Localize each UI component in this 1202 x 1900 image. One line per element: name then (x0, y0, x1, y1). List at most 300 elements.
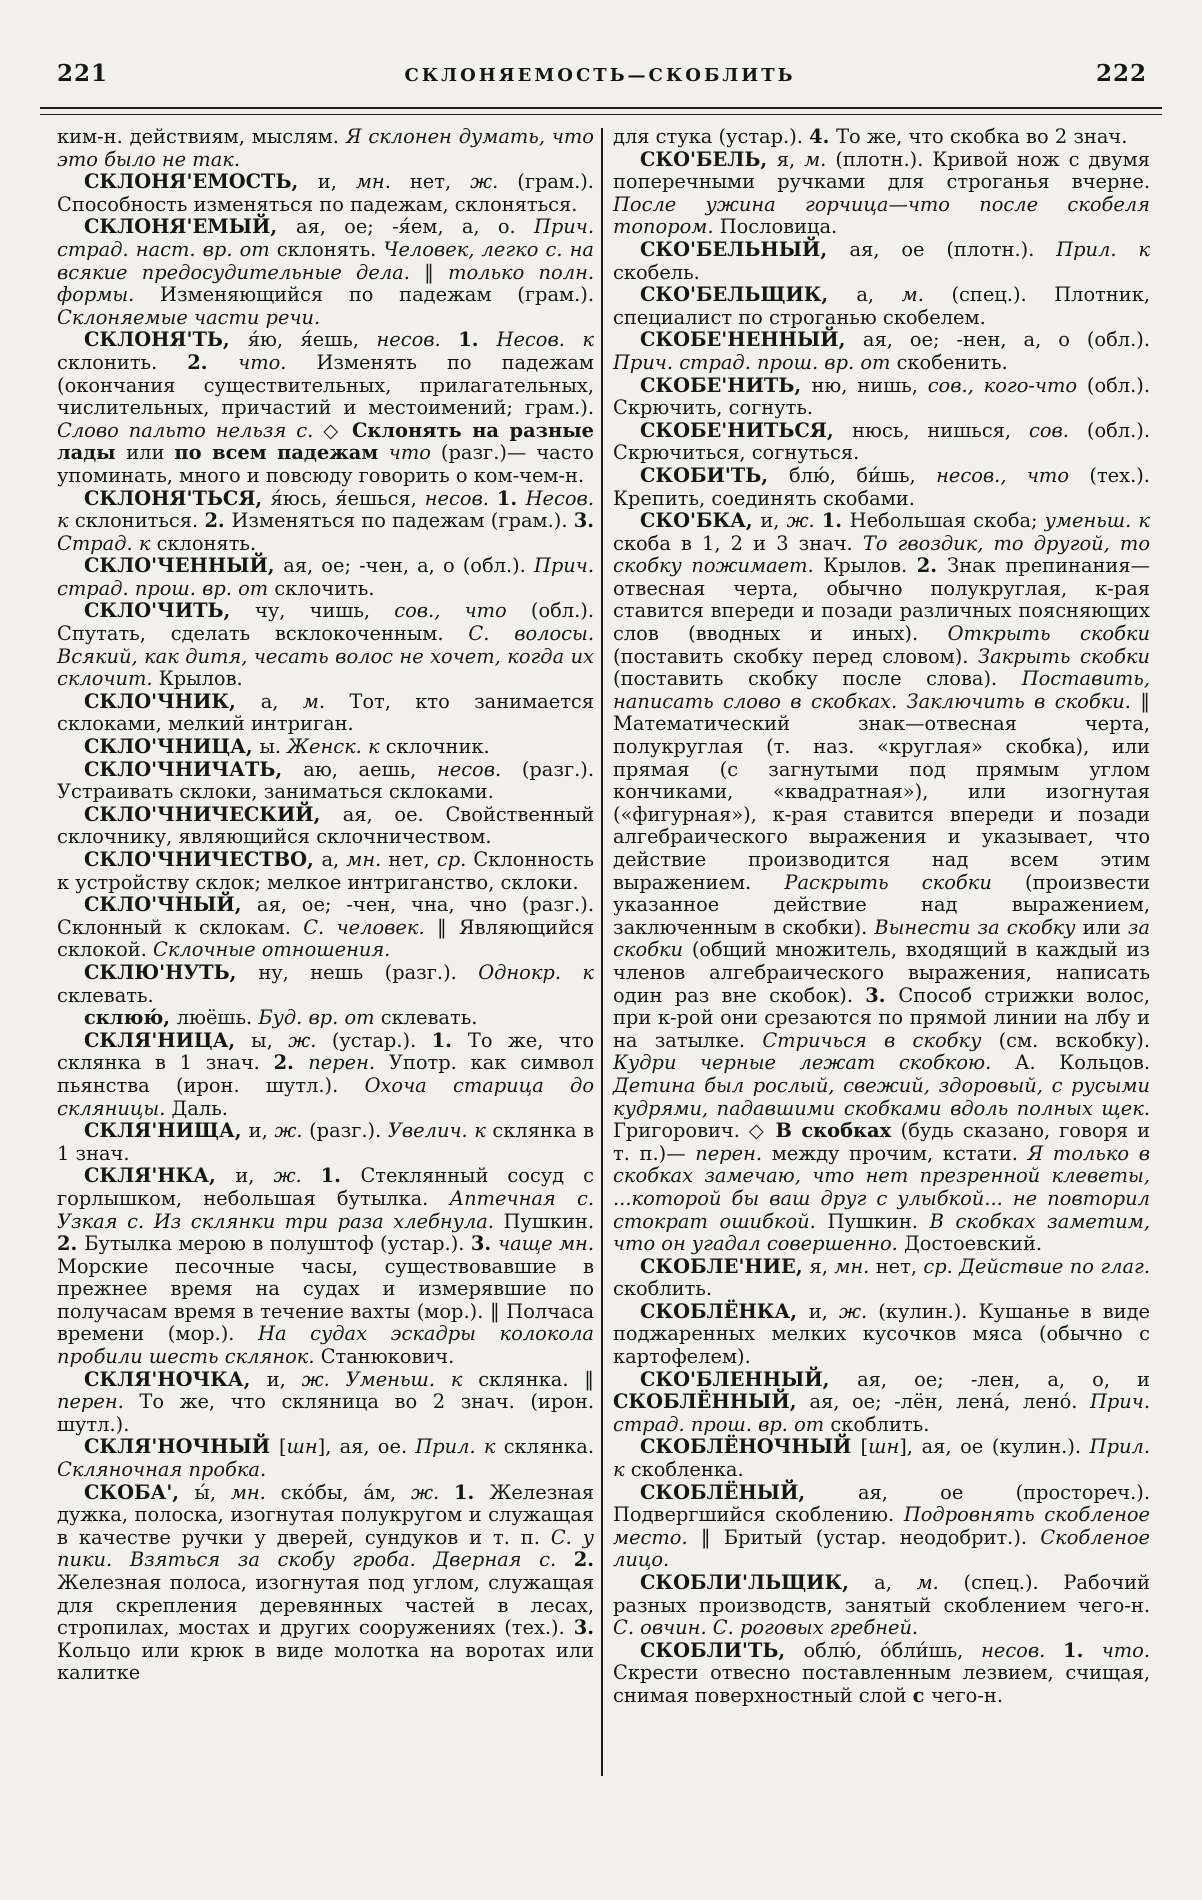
dictionary-entry (57, 488, 594, 556)
text-run: Скрести отвесно поставленным лезвием, счищая, снимая поверхностный слой (613, 1661, 1150, 1707)
italic-run: Страд. к (57, 531, 157, 555)
text-run: Изменять по падежам (окончания существительных, прилагательных, числительных, причастий и местоимений; грам.). (57, 350, 594, 420)
text-run: нет, (875, 1254, 924, 1278)
italic-run: ср. Действие по глаг. (923, 1254, 1150, 1278)
italic-run: Прич. страд. прош. вр. от (613, 350, 897, 374)
bold-run: с (912, 1683, 932, 1707)
italic-run: перен. (308, 1051, 389, 1075)
bold-run: В скобках (775, 1119, 901, 1143)
text-run: Крылов. (823, 554, 917, 578)
text-run: Даль. (171, 1096, 228, 1120)
italic-run: за скобки (613, 915, 1150, 962)
text-run: Станюкович. (320, 1345, 455, 1369)
text-run: Тот, кто занимается склоками, мелкий интриган. (57, 689, 595, 736)
italic-run: шн (286, 1435, 318, 1459)
dictionary-entry (57, 1369, 594, 1437)
text-run: или (126, 441, 175, 465)
headword: СКО'БЕЛЬ, (640, 147, 777, 171)
bold-run: 2. (187, 350, 239, 374)
bold-run: 3. (573, 509, 594, 533)
italic-run: Склоняемые части речи. (57, 305, 321, 329)
italic-run: Прич. страд. наст. вр. от (57, 215, 594, 261)
text-run: Употр. как символ пьянства (ирон. шутл.). (57, 1051, 594, 1097)
text-run: Небольшая скоба; (849, 509, 1045, 533)
italic-run: ж. (838, 1299, 879, 1323)
italic-run: На судах эскадры колокола пробили шесть склянок. (57, 1322, 594, 1369)
text-run: а, (260, 689, 303, 713)
bold-run: 1. (496, 486, 526, 510)
italic-run: Скобленое лицо. (613, 1525, 1150, 1572)
text-run: и, (760, 509, 787, 533)
bold-run: 3. (470, 1232, 499, 1256)
italic-run: ж. Уменьш. к (301, 1367, 479, 1391)
text-run: и, (235, 1164, 274, 1188)
headword: СКЛО'ЧНИЧАТЬ, (84, 757, 304, 781)
bold-run: 2. (57, 1232, 85, 1256)
page-header (57, 60, 1147, 87)
text-run: [ (860, 1435, 869, 1459)
text-run: (спец.). Рабочий разных производств, занятый скоблением чего-н. (613, 1571, 1150, 1617)
text-run: аю, аешь, (303, 757, 437, 781)
text-run: склевать. (380, 1006, 478, 1030)
dictionary-entry (613, 284, 1150, 329)
dictionary-entry (613, 1482, 1150, 1572)
headword: СКЛЯ'НКА, (84, 1164, 236, 1188)
dictionary-entry (57, 849, 594, 894)
italic-run: что. (1101, 1638, 1150, 1662)
headword: СКОБА', (84, 1480, 195, 1504)
text-run: и, (808, 1299, 839, 1323)
italic-run: ж. (410, 1480, 454, 1504)
text-run: Бутылка мерою в полуштоф (устар.). (84, 1232, 471, 1256)
text-run: чу, чишь, (255, 599, 395, 623)
text-run: (тех.). Крепить, соединять скобами. (613, 463, 1150, 510)
text-run: (общий множитель, входящий в каждый из членов алгебраического выражения, написать один раз вне скобок). (613, 938, 1150, 1007)
italic-run: С. овчин. С. роговых гребней. (613, 1616, 919, 1640)
text-run: (поставить скобку перед словом). (613, 644, 979, 668)
text-run: ы́, (194, 1480, 231, 1504)
text-run: ], ая, ое. (317, 1435, 416, 1459)
text-run: (обл.). Спутать, сделать всклокоченным. (57, 599, 594, 646)
italic-run: Склочные отношения. (153, 938, 391, 962)
italic-run: м. (302, 689, 350, 713)
dictionary-entry (57, 555, 594, 600)
dictionary-entry (57, 1120, 594, 1165)
italic-run: Детина был рослый, свежий, здоровый, с русыми кудрями, падавшими скобками вдоль полных щек. (613, 1073, 1150, 1120)
headword: СКЛЮ'НУТЬ, (84, 960, 259, 984)
text-run: скобель. (613, 260, 700, 284)
dictionary-entry (57, 736, 594, 759)
text-run: я, (809, 1254, 835, 1278)
italic-run: Несов. к (496, 328, 594, 352)
italic-run: что (388, 441, 441, 465)
headword: СКЛО'ЧНИК, (84, 689, 261, 713)
bold-run: 2. (573, 1548, 594, 1572)
text-run: чего-н. (931, 1683, 1003, 1707)
text-run: (разг.). Устраивать склоки, заниматься склоками. (57, 757, 594, 804)
text-run: скобенить. (896, 350, 1008, 374)
italic-run: перен. (57, 1390, 140, 1414)
text-run: или (1082, 915, 1128, 939)
text-run: а, (856, 283, 902, 307)
dictionary-entry (57, 1030, 594, 1120)
italic-run: Несов. к (57, 486, 594, 533)
bold-run: 3. (865, 983, 899, 1007)
headword: СКЛЯ'НОЧКА, (84, 1367, 267, 1391)
italic-run: В скобках заметим, что он угадал совершенно. (613, 1209, 1150, 1256)
text-run: ‖ Бритый (устар. неодобрит.). (700, 1525, 1041, 1549)
bold-run: 1. (1063, 1638, 1102, 1662)
text-run: Морские песочные часы, существовавшие в прежнее время на судах и измерявшие по получасам время в течение вахты (мор.). ‖ Полчаса времени (мор.). (57, 1254, 594, 1346)
italic-run: мн. (834, 1254, 876, 1278)
italic-run: сов. (1028, 418, 1087, 442)
headword: СКЛОНЯ'ТЬСЯ, (84, 486, 271, 510)
text-run: и, (248, 1119, 275, 1143)
italic-run: Увелич. к (387, 1119, 493, 1143)
headword: СКЛО'ЧИТЬ, (84, 599, 256, 623)
text-run: и, (317, 170, 356, 194)
italic-run: только полн. формы. (57, 260, 595, 307)
page-number-left: 221 (57, 60, 109, 87)
dictionary-entry (613, 1436, 1150, 1481)
bold-run: 1. (454, 1480, 490, 1504)
column-divider-rule (601, 128, 603, 1776)
italic-run: Поставить, написать слово в скобках. Заключить в скобки. (613, 667, 1150, 713)
bold-run: 2. (273, 1051, 309, 1075)
text-run: скоблить. (613, 1277, 713, 1301)
italic-run: м. (901, 283, 952, 307)
text-run: склонять. (156, 531, 257, 555)
italic-run: Скляночная пробка. (57, 1458, 267, 1482)
text-run: нет, (388, 848, 437, 871)
entry-continuation (613, 126, 1150, 149)
italic-run: Вынести за скобку (874, 915, 1083, 939)
headword: склюю́, (84, 1006, 177, 1030)
italic-run: сов., кого-что (927, 373, 1087, 397)
italic-run: несов. (376, 328, 459, 352)
text-run: (будь сказано, говоря и т. п.)— (613, 1119, 1150, 1165)
text-run: ая, ое; -нен, а, о (обл.). (862, 328, 1150, 352)
headword: СКО'БЛЕННЫЙ, (640, 1367, 858, 1391)
text-run: ая, ое; -чен, а, о (обл.). (283, 554, 534, 578)
dictionary-entry (613, 329, 1150, 374)
text-run: склонять. (276, 237, 384, 261)
italic-run: ж. (288, 1028, 332, 1052)
text-run: скоблить. (830, 1412, 930, 1436)
headword: СКОБЛЁНЫЙ, (640, 1480, 858, 1504)
italic-run: С. человек. (303, 915, 437, 939)
dictionary-entry (57, 894, 594, 962)
text-run: для стука (устар.). (613, 125, 810, 148)
bold-run: 3. (573, 1616, 594, 1640)
text-run: То же, что скляница во 2 знач. (ирон. шутл.). (57, 1390, 595, 1436)
text-run: скоба в 1, 2 и 3 знач. (613, 531, 863, 555)
text-run: блю́, би́шь, (788, 463, 937, 487)
italic-run: сов., что (394, 599, 531, 623)
italic-run: Прил. к (415, 1435, 504, 1459)
bold-run: 2. (916, 554, 948, 578)
dictionary-entry (613, 465, 1150, 510)
headword: СКОБЛИ'ЛЬЩИК, (640, 1571, 875, 1594)
italic-run: Буд. вр. от (258, 1006, 381, 1030)
text-run: нюсь, нишься, (852, 418, 1029, 442)
text-run: Пушкин. (827, 1209, 930, 1233)
italic-run: Прич. страд. прош. вр. от (613, 1390, 1150, 1436)
text-run: (поставить скобку после слова). (613, 667, 1022, 691)
italic-run: несов. (424, 486, 497, 510)
text-run: ‖ Математический знак—отвесная черта, полукруглая (т. наз. «круглая» скобка), или прямая (с загнутыми под прямым углом кончиками, «квадратная»), или изогнутая («фигурная»), к-рая ставится впереди и позади алгебраического выражения и указывает, что действие производится над всем этим выражением. (613, 689, 1150, 894)
dictionary-entry (613, 1301, 1150, 1369)
text-run: То же, что склянка в 1 знач. (57, 1028, 595, 1075)
italic-run: ж. (274, 1119, 310, 1143)
italic-run: Слово пальто нельзя с. (57, 418, 324, 442)
italic-run: То гвоздик, то другой, то скобку пожимает. (613, 531, 1150, 578)
text-run: ая, ое; -лен, а, о, и (857, 1367, 1150, 1391)
text-run: ню, нишь, (811, 373, 928, 397)
text-run: я́юсь, я́ешься, (270, 486, 425, 510)
italic-run: перен. (695, 1141, 772, 1165)
italic-run: Женск. к (287, 735, 386, 759)
text-run: (грам.). Способность изменяться по падежам, склоняться. (57, 170, 594, 216)
text-run: (разг.). (309, 1119, 388, 1143)
italic-run: Открыть скобки (947, 622, 1150, 646)
headword: СКЛО'ЧНЫЙ, (84, 893, 257, 917)
text-run: склянка. ‖ (478, 1367, 595, 1391)
italic-run: Раскрыть скобки (784, 870, 1026, 894)
text-run: Достоевский. (903, 1232, 1043, 1256)
text-run: Знак препинания—отвесная черта, обычно полукруглая, к-рая ставится впереди и позади различных поясняющих слов (вводных и иных). (613, 554, 1150, 646)
text-run: а, (321, 848, 347, 871)
text-run: ая, ое; -лён, лена́, лено́. (809, 1390, 1090, 1414)
text-run: ая, ое; -я́ем, а, о. (295, 215, 534, 239)
text-run: склянка в 1 знач. (57, 1119, 595, 1165)
text-run: (кулин.). Кушанье в виде поджаренных мелких кусочков мяса (обычно с картофелем). (613, 1299, 1151, 1369)
bold-run: Склонять на разные лады (57, 418, 594, 465)
headword: СКЛО'ЧНИЧЕСТВО, (84, 848, 322, 871)
headword: СКЛОНЯ'ЕМЫЙ, (84, 215, 296, 239)
headword: СКОБЕ'НИТЬСЯ, (640, 418, 853, 442)
bold-run: 1. (458, 328, 497, 352)
text-run: Способ стрижки волос, при к-рой они срезаются по прямой линии на лбу и на затылке. (613, 983, 1150, 1052)
dictionary-entry (613, 239, 1150, 284)
dictionary-entry (57, 691, 594, 736)
dictionary-entry (57, 1482, 594, 1685)
text-run: склочник. (385, 735, 490, 759)
header-rule-bottom (40, 114, 1162, 115)
dictionary-entry (613, 375, 1150, 420)
header-rule-top (40, 107, 1162, 109)
italic-run: несов., что (936, 463, 1090, 487)
text-run: (разг.)— часто упоминать, много и повсюду говорить о ком-чем-н. (57, 441, 594, 487)
text-run: Стеклянный сосуд с горлышком, небольшая бутылка. (57, 1164, 594, 1210)
headword: СКО'БЕЛЬНЫЙ, (640, 237, 850, 261)
text-run: и, (266, 1367, 302, 1391)
text-run: ◇ (323, 418, 352, 442)
italic-run: ср. (436, 848, 474, 871)
italic-run: Человек, легко с. на всякие предосудительные дела. (57, 237, 594, 284)
text-run: между прочим, кстати. (771, 1141, 1028, 1165)
italic-run: С. у пики. Взяться за скобу гроба. Дверная с. (57, 1525, 594, 1572)
dictionary-entry (613, 1369, 1150, 1437)
text-run: ы. (259, 735, 288, 759)
headword: СКЛОНЯ'ТЬ, (84, 328, 248, 352)
text-run: ая, ое (простореч.). Подвергшийся скоблению. (613, 1480, 1151, 1527)
italic-run: м. (804, 147, 836, 171)
text-run: (плотн.). Кривой нож с двумя поперечными ручками для строганья вчерне. (613, 147, 1151, 194)
dictionary-entry (57, 1165, 594, 1368)
italic-run: Однокр. к (478, 960, 594, 984)
dictionary-entry (613, 149, 1150, 239)
dictionary-entry (57, 804, 594, 849)
text-run: я́ю, я́ешь, (247, 328, 377, 352)
italic-run: ж. (273, 1164, 321, 1188)
text-run: Изменяющийся по падежам (грам.). (160, 283, 594, 307)
italic-run: С. волосы. Всякий, как дитя, чесать волос не хочет, когда их склочит. (57, 622, 594, 691)
italic-run: Закрыть скобки (978, 644, 1150, 668)
text-run: а, (874, 1571, 917, 1594)
headword: СКОБЕ'НЕННЫЙ, (640, 328, 863, 352)
italic-run: Кудри черные лежат скобкою. (613, 1051, 1015, 1075)
headword: СКЛО'ЧНИЦА, (84, 735, 260, 759)
text-run: (устар.). (331, 1028, 432, 1052)
dictionary-entry (613, 1640, 1150, 1708)
text-run: Железная полоса, изогнутая под углом, служащая для скрепления деревянных частей в лесах, стропилах, мостах и других сооружениях (тех.). (57, 1571, 594, 1640)
italic-run: м. (916, 1571, 964, 1594)
text-run: нет, (409, 170, 471, 194)
dictionary-entry (57, 759, 594, 804)
text-run: склониться. (74, 509, 205, 533)
text-run: (см. вскобку). (998, 1028, 1150, 1052)
dictionary-entry (613, 510, 1150, 1256)
text-run: ‖ (424, 260, 449, 284)
text-run: скобленка. (630, 1458, 744, 1482)
headword: СКЛО'ЧЕННЫЙ, (84, 554, 284, 578)
dictionary-entry (613, 420, 1150, 465)
text-run: Железная дужка, полоска, изогнутая полукругом и служащая в качестве ручки у дверей, сундуков и т. п. (57, 1480, 594, 1549)
headword: СКОБИ'ТЬ, (640, 463, 789, 487)
text-run: ‖ Являющийся склокой. (57, 915, 595, 962)
text-run: ким-н. действиям, мыслям. (57, 125, 346, 148)
headword: СКЛЯ'НИЩА, (84, 1119, 249, 1143)
italic-run: Прил. к (613, 1435, 1150, 1482)
italic-run: Я только в скобках замечаю, что нет презренной клеветы, ...которой бы ваш друг с улыбкой... не повторил стократ ошибкой. (613, 1141, 1151, 1233)
bold-run: 1. (821, 509, 850, 533)
dictionary-entry (613, 1572, 1150, 1640)
italic-run: мн. (346, 848, 389, 871)
page-number-right: 222 (1095, 60, 1147, 87)
italic-run: Стричься в скобку (762, 1028, 999, 1052)
text-run: (спец.). Плотник, специалист по строганью скобелем. (613, 283, 1151, 329)
entry-continuation (57, 126, 594, 171)
italic-run: несов. (436, 757, 522, 781)
dictionary-entry (57, 1436, 594, 1481)
italic-run: несов. (981, 1638, 1064, 1662)
italic-run: Прич. страд. прош. вр. от (57, 554, 594, 600)
italic-run: что. (238, 350, 317, 374)
text-run: Склонность к устройству склок; мелкое интриганство, склоки. (57, 848, 594, 894)
text-run: ая, ое (плотн.). (849, 237, 1057, 261)
dictionary-entry (57, 1007, 594, 1030)
text-run: (произвести указанное действие над выражением, заключенным в скобки). (613, 870, 1150, 939)
italic-run: шн (868, 1435, 900, 1459)
italic-run: ж. (786, 509, 822, 533)
headword: СКЛО'ЧНИЧЕСКИЙ, (84, 802, 343, 826)
text-run: Григорович. ◇ (613, 1119, 776, 1143)
bold-run: 1. (431, 1028, 468, 1052)
italic-run: Я склонен думать, что это было не так. (57, 125, 594, 171)
text-run: ая, ое; -чен, чна, чно (разг.). Склонный к склокам. (57, 893, 594, 939)
headword: СКО'БКА, (640, 509, 761, 533)
text-run: ], ая, ое (кулин.). (899, 1435, 1090, 1459)
dictionary-entry (57, 171, 594, 216)
dictionary-entry (613, 1256, 1150, 1301)
text-run: Крылов. (158, 667, 243, 691)
italic-run: чаще мн. (498, 1232, 594, 1256)
text-run: А. Кольцов. (1014, 1051, 1150, 1075)
text-run: облю́, о́бли́шь, (803, 1638, 982, 1662)
italic-run: уменьш. к (1044, 509, 1150, 533)
text-run: ну, нешь (разг.). (258, 960, 479, 984)
text-run: склевать. (57, 983, 154, 1007)
headword: СКОБЛЁНОЧНЫЙ (640, 1435, 861, 1459)
text-run: (обл.). Скрючить, согнуть. (613, 373, 1150, 420)
headword: СКЛЯ'НОЧНЫЙ (84, 1435, 279, 1459)
text-run: [ (278, 1435, 287, 1459)
text-run: ы, (251, 1028, 289, 1052)
italic-run: мн. (230, 1480, 281, 1504)
headword: СКОБЛИ'ТЬ, (640, 1638, 804, 1662)
text-run: (обл.). Скрючиться, согнуться. (613, 418, 1150, 465)
headword: СКЛЯ'НИЦА, (84, 1028, 252, 1052)
italic-run: Прил. к (1056, 237, 1150, 261)
italic-run: Аптечная с. Узкая с. Из склянки три раза хлебнула. (57, 1186, 594, 1233)
bold-run: по всем падежам (174, 441, 389, 465)
headword: СКО'БЕЛЬЩИК, (640, 283, 857, 307)
text-run: ско́бы, а́м, (280, 1480, 411, 1504)
dictionary-entry (57, 600, 594, 690)
text-run: люёшь. (176, 1006, 259, 1030)
text-run: Изменяться по падежам (грам.). (231, 509, 574, 533)
text-run: Кольцо или крюк в виде молотка на воротах или калитке (57, 1638, 594, 1685)
italic-run: Подровнять скобленое место. (613, 1503, 1150, 1549)
dictionary-entry (57, 329, 594, 487)
text-run: Пословица. (719, 215, 838, 239)
dictionary-entry (57, 962, 594, 1007)
bold-run: 1. (320, 1164, 361, 1188)
italic-run: мн. (355, 170, 410, 194)
text-run: я, (776, 147, 805, 171)
dictionary-entry (57, 216, 594, 329)
headword: СКОБЛЁНКА, (640, 1299, 809, 1323)
italic-run: ж. (470, 170, 518, 194)
text-run: ая, ое. Свойственный склочнику, являющийся склочничеством. (57, 802, 594, 849)
column-left (57, 126, 594, 1685)
text-run: склонить. (57, 350, 188, 374)
italic-run: После ужина горчица—что после скобеля топором. (613, 192, 1150, 239)
headword: СКОБЕ'НИТЬ, (640, 373, 812, 397)
bold-run: СКОБЛЁННЫЙ, (613, 1390, 810, 1414)
running-title: СКЛОНЯЕМОСТЬ—СКОБЛИТЬ (404, 65, 796, 86)
italic-run: Охоча старица до скляницы. (57, 1073, 594, 1120)
text-run: Пушкин. (503, 1209, 594, 1233)
text-run: То же, что скобка во 2 знач. (836, 125, 1128, 148)
column-right (613, 126, 1150, 1708)
text-run: склочить. (274, 576, 375, 600)
headword: СКЛОНЯ'ЕМОСТЬ, (84, 170, 318, 194)
bold-run: 4. (809, 125, 837, 148)
headword: СКОБЛЕ'НИЕ, (640, 1254, 810, 1278)
bold-run: 2. (204, 509, 232, 533)
